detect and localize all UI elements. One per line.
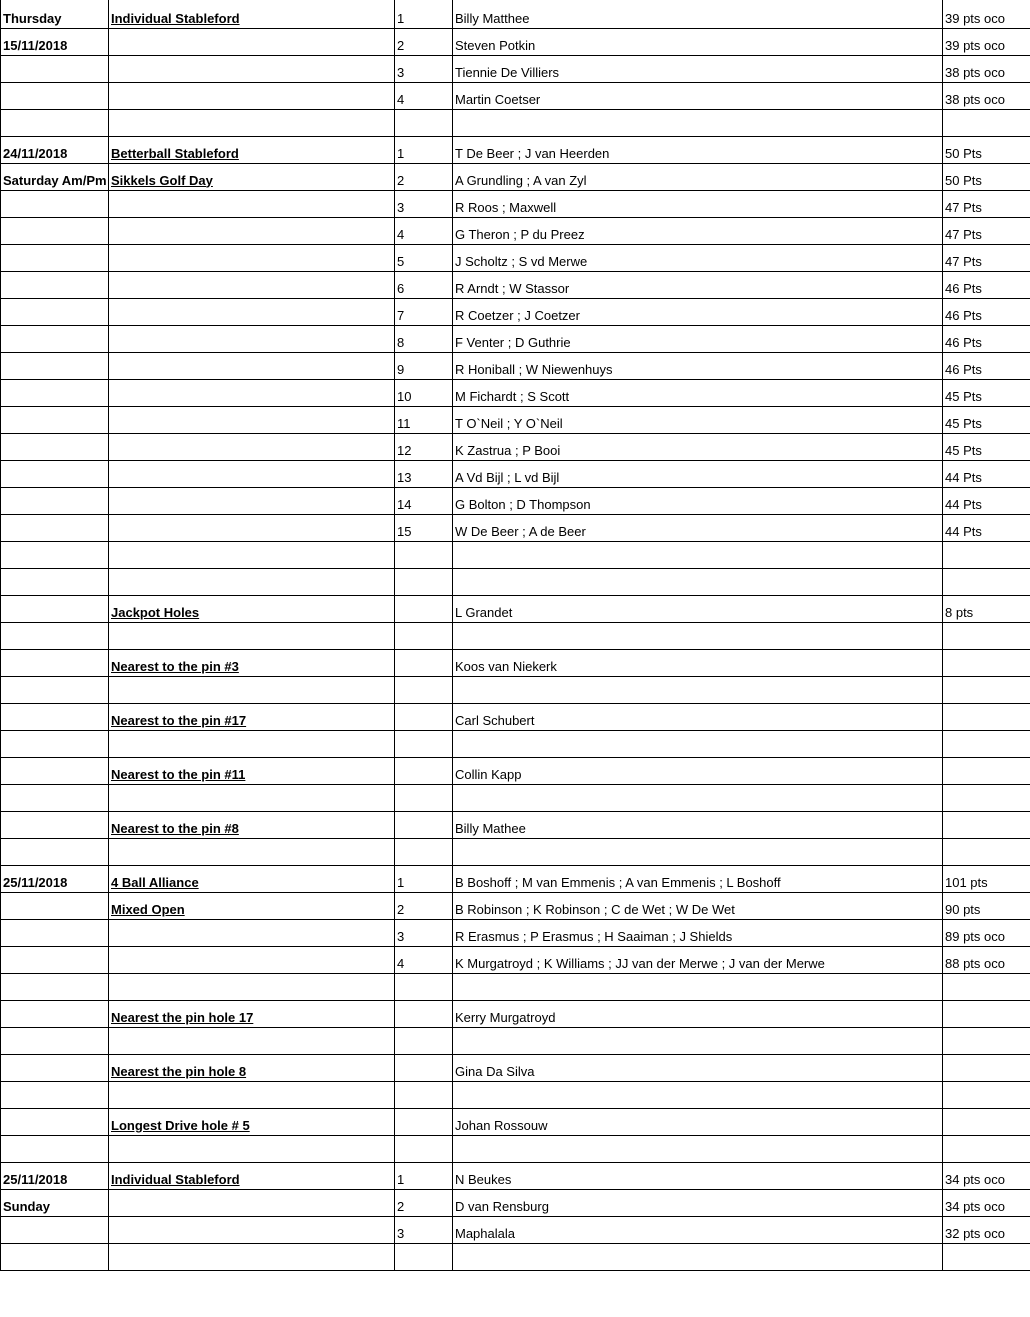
position-cell: 6 [395, 271, 453, 298]
score-cell: 45 Pts [943, 379, 1030, 406]
score-cell [943, 1135, 1030, 1162]
position-cell [395, 730, 453, 757]
score-cell [943, 811, 1030, 838]
event-cell: Nearest the pin hole 8 [109, 1054, 395, 1081]
players-cell [453, 1027, 943, 1054]
score-cell [943, 730, 1030, 757]
table-row [1, 379, 1030, 406]
players-cell: R Coetzer ; J Coetzer [453, 298, 943, 325]
table-row [1, 487, 1030, 514]
score-cell: 50 Pts [943, 163, 1030, 190]
score-cell [943, 784, 1030, 811]
players-cell: A Grundling ; A van Zyl [453, 163, 943, 190]
table-row [1, 109, 1030, 136]
table-row [1, 1135, 1030, 1162]
players-cell: Billy Mathee [453, 811, 943, 838]
position-cell: 11 [395, 406, 453, 433]
table-row [1, 406, 1030, 433]
table-row [1, 55, 1030, 82]
score-cell: 47 Pts [943, 190, 1030, 217]
table-row [1, 1054, 1030, 1081]
position-cell: 13 [395, 460, 453, 487]
event-cell [109, 460, 395, 487]
players-cell: L Grandet [453, 595, 943, 622]
score-cell: 88 pts oco [943, 946, 1030, 973]
position-cell: 1 [395, 865, 453, 892]
players-cell [453, 1243, 943, 1270]
date-cell [1, 649, 109, 676]
position-cell: 2 [395, 163, 453, 190]
score-cell [943, 1081, 1030, 1108]
event-cell [109, 838, 395, 865]
table-row [1, 973, 1030, 1000]
players-cell [453, 568, 943, 595]
date-cell: 24/11/2018 [1, 136, 109, 163]
position-cell: 4 [395, 946, 453, 973]
event-cell [109, 352, 395, 379]
players-cell: T De Beer ; J van Heerden [453, 136, 943, 163]
players-cell: G Theron ; P du Preez [453, 217, 943, 244]
score-cell [943, 1108, 1030, 1135]
table-row [1, 892, 1030, 919]
date-cell: 25/11/2018 [1, 1162, 109, 1189]
table-row [1, 352, 1030, 379]
position-cell [395, 838, 453, 865]
position-cell [395, 568, 453, 595]
table-row [1, 649, 1030, 676]
event-cell [109, 1135, 395, 1162]
date-cell [1, 622, 109, 649]
table-row [1, 595, 1030, 622]
players-cell [453, 676, 943, 703]
position-cell [395, 622, 453, 649]
date-cell [1, 757, 109, 784]
date-cell: 15/11/2018 [1, 28, 109, 55]
event-cell [109, 433, 395, 460]
event-cell [109, 298, 395, 325]
event-cell [109, 946, 395, 973]
position-cell: 8 [395, 325, 453, 352]
score-cell: 46 Pts [943, 271, 1030, 298]
date-cell [1, 82, 109, 109]
table-row [1, 1081, 1030, 1108]
score-cell: 38 pts oco [943, 82, 1030, 109]
table-row [1, 946, 1030, 973]
position-cell [395, 676, 453, 703]
players-cell: Collin Kapp [453, 757, 943, 784]
players-cell: Steven Potkin [453, 28, 943, 55]
event-cell [109, 271, 395, 298]
event-cell [109, 784, 395, 811]
event-cell: Nearest to the pin #17 [109, 703, 395, 730]
players-cell [453, 622, 943, 649]
table-row [1, 622, 1030, 649]
score-cell: 34 pts oco [943, 1162, 1030, 1189]
date-cell [1, 1027, 109, 1054]
event-cell [109, 487, 395, 514]
table-row [1, 730, 1030, 757]
score-cell [943, 109, 1030, 136]
position-cell: 2 [395, 1189, 453, 1216]
table-row [1, 136, 1030, 163]
score-cell [943, 1054, 1030, 1081]
position-cell: 10 [395, 379, 453, 406]
date-cell [1, 541, 109, 568]
event-cell: Sikkels Golf Day [109, 163, 395, 190]
date-cell [1, 406, 109, 433]
score-cell: 89 pts oco [943, 919, 1030, 946]
date-cell [1, 892, 109, 919]
players-cell: N Beukes [453, 1162, 943, 1189]
score-cell: 46 Pts [943, 325, 1030, 352]
table-row [1, 1108, 1030, 1135]
score-cell [943, 973, 1030, 1000]
players-cell: R Honiball ; W Niewenhuys [453, 352, 943, 379]
score-cell: 101 pts [943, 865, 1030, 892]
score-cell [943, 622, 1030, 649]
date-cell [1, 838, 109, 865]
players-cell: K Zastrua ; P Booi [453, 433, 943, 460]
players-cell: R Roos ; Maxwell [453, 190, 943, 217]
table-row [1, 163, 1030, 190]
players-cell [453, 1081, 943, 1108]
date-cell [1, 379, 109, 406]
position-cell [395, 1135, 453, 1162]
players-cell: A Vd Bijl ; L vd Bijl [453, 460, 943, 487]
position-cell [395, 703, 453, 730]
date-cell [1, 1243, 109, 1270]
players-cell [453, 973, 943, 1000]
date-cell [1, 271, 109, 298]
players-cell [453, 1135, 943, 1162]
score-cell: 8 pts [943, 595, 1030, 622]
event-cell [109, 379, 395, 406]
date-cell [1, 730, 109, 757]
event-cell [109, 1243, 395, 1270]
position-cell: 12 [395, 433, 453, 460]
position-cell: 3 [395, 55, 453, 82]
score-cell: 32 pts oco [943, 1216, 1030, 1243]
date-cell [1, 784, 109, 811]
score-cell: 44 Pts [943, 460, 1030, 487]
position-cell: 4 [395, 217, 453, 244]
score-cell: 46 Pts [943, 352, 1030, 379]
event-cell [109, 325, 395, 352]
event-cell [109, 622, 395, 649]
score-cell [943, 1027, 1030, 1054]
event-cell [109, 730, 395, 757]
position-cell: 1 [395, 136, 453, 163]
position-cell: 1 [395, 1162, 453, 1189]
event-cell [109, 541, 395, 568]
players-cell: W De Beer ; A de Beer [453, 514, 943, 541]
event-cell [109, 55, 395, 82]
date-cell [1, 703, 109, 730]
table-row [1, 865, 1030, 892]
table-row [1, 271, 1030, 298]
score-cell: 45 Pts [943, 406, 1030, 433]
results-sheet-body [1, 0, 1030, 1270]
position-cell: 3 [395, 190, 453, 217]
event-cell [109, 406, 395, 433]
table-row [1, 1216, 1030, 1243]
date-cell [1, 487, 109, 514]
date-cell [1, 1216, 109, 1243]
score-cell: 47 Pts [943, 217, 1030, 244]
date-cell: Saturday Am/Pm [1, 163, 109, 190]
event-cell [109, 190, 395, 217]
players-cell: Johan Rossouw [453, 1108, 943, 1135]
position-cell [395, 1054, 453, 1081]
table-row [1, 514, 1030, 541]
players-cell: Martin Coetser [453, 82, 943, 109]
event-cell [109, 1189, 395, 1216]
players-cell: R Erasmus ; P Erasmus ; H Saaiman ; J Shields [453, 919, 943, 946]
score-cell: 34 pts oco [943, 1189, 1030, 1216]
position-cell: 14 [395, 487, 453, 514]
date-cell [1, 568, 109, 595]
event-cell [109, 973, 395, 1000]
date-cell [1, 325, 109, 352]
players-cell: M Fichardt ; S Scott [453, 379, 943, 406]
date-cell [1, 1081, 109, 1108]
position-cell: 9 [395, 352, 453, 379]
position-cell [395, 784, 453, 811]
event-cell: Individual Stableford [109, 0, 395, 28]
position-cell [395, 541, 453, 568]
event-cell [109, 514, 395, 541]
event-cell: Jackpot Holes [109, 595, 395, 622]
event-cell [109, 1216, 395, 1243]
players-cell: B Boshoff ; M van Emmenis ; A van Emmenis ; L Boshoff [453, 865, 943, 892]
position-cell: 2 [395, 892, 453, 919]
date-cell [1, 460, 109, 487]
table-row [1, 244, 1030, 271]
score-cell: 39 pts oco [943, 0, 1030, 28]
players-cell: B Robinson ; K Robinson ; C de Wet ; W De Wet [453, 892, 943, 919]
date-cell [1, 433, 109, 460]
score-cell [943, 1243, 1030, 1270]
date-cell [1, 55, 109, 82]
score-cell [943, 541, 1030, 568]
event-cell [109, 676, 395, 703]
players-cell: T O`Neil ; Y O`Neil [453, 406, 943, 433]
date-cell [1, 676, 109, 703]
score-cell [943, 838, 1030, 865]
position-cell [395, 649, 453, 676]
position-cell [395, 1081, 453, 1108]
players-cell: G Bolton ; D Thompson [453, 487, 943, 514]
date-cell [1, 217, 109, 244]
table-row [1, 703, 1030, 730]
table-row [1, 784, 1030, 811]
score-cell [943, 649, 1030, 676]
date-cell: Thursday [1, 0, 109, 28]
event-cell [109, 568, 395, 595]
event-cell [109, 109, 395, 136]
date-cell [1, 1000, 109, 1027]
score-cell: 44 Pts [943, 487, 1030, 514]
score-cell [943, 676, 1030, 703]
players-cell: Carl Schubert [453, 703, 943, 730]
event-cell: Nearest to the pin #3 [109, 649, 395, 676]
table-row [1, 1000, 1030, 1027]
event-cell: Longest Drive hole # 5 [109, 1108, 395, 1135]
date-cell [1, 811, 109, 838]
table-row [1, 1162, 1030, 1189]
table-row [1, 190, 1030, 217]
table-row [1, 28, 1030, 55]
position-cell [395, 1027, 453, 1054]
position-cell: 15 [395, 514, 453, 541]
table-row [1, 1243, 1030, 1270]
players-cell [453, 541, 943, 568]
event-cell [109, 919, 395, 946]
date-cell [1, 595, 109, 622]
position-cell: 3 [395, 1216, 453, 1243]
players-cell [453, 730, 943, 757]
score-cell: 46 Pts [943, 298, 1030, 325]
table-row [1, 0, 1030, 28]
players-cell: F Venter ; D Guthrie [453, 325, 943, 352]
table-row [1, 541, 1030, 568]
position-cell: 7 [395, 298, 453, 325]
position-cell: 2 [395, 28, 453, 55]
score-cell: 90 pts [943, 892, 1030, 919]
players-cell: J Scholtz ; S vd Merwe [453, 244, 943, 271]
players-cell: Gina Da Silva [453, 1054, 943, 1081]
date-cell [1, 244, 109, 271]
players-cell: R Arndt ; W Stassor [453, 271, 943, 298]
score-cell [943, 568, 1030, 595]
players-cell [453, 838, 943, 865]
date-cell: 25/11/2018 [1, 865, 109, 892]
position-cell: 5 [395, 244, 453, 271]
score-cell: 44 Pts [943, 514, 1030, 541]
players-cell: Maphalala [453, 1216, 943, 1243]
date-cell [1, 946, 109, 973]
date-cell [1, 1054, 109, 1081]
date-cell [1, 190, 109, 217]
score-cell [943, 1000, 1030, 1027]
table-row [1, 298, 1030, 325]
event-cell [109, 1027, 395, 1054]
table-row [1, 676, 1030, 703]
score-cell: 39 pts oco [943, 28, 1030, 55]
table-row [1, 1189, 1030, 1216]
event-cell: Nearest the pin hole 17 [109, 1000, 395, 1027]
event-cell [109, 28, 395, 55]
date-cell [1, 109, 109, 136]
table-row [1, 1027, 1030, 1054]
date-cell [1, 1135, 109, 1162]
players-cell: Kerry Murgatroyd [453, 1000, 943, 1027]
date-cell [1, 514, 109, 541]
score-cell: 50 Pts [943, 136, 1030, 163]
event-cell: Nearest to the pin #8 [109, 811, 395, 838]
date-cell [1, 973, 109, 1000]
event-cell: Nearest to the pin #11 [109, 757, 395, 784]
date-cell [1, 919, 109, 946]
position-cell: 4 [395, 82, 453, 109]
table-row [1, 919, 1030, 946]
table-row [1, 325, 1030, 352]
score-cell [943, 757, 1030, 784]
position-cell: 1 [395, 0, 453, 28]
event-cell: Betterball Stableford [109, 136, 395, 163]
position-cell [395, 973, 453, 1000]
position-cell [395, 811, 453, 838]
players-cell [453, 109, 943, 136]
table-row [1, 460, 1030, 487]
date-cell [1, 1108, 109, 1135]
event-cell [109, 244, 395, 271]
players-cell: D van Rensburg [453, 1189, 943, 1216]
table-row [1, 757, 1030, 784]
players-cell: Billy Matthee [453, 0, 943, 28]
date-cell: Sunday [1, 1189, 109, 1216]
players-cell: Tiennie De Villiers [453, 55, 943, 82]
players-cell: Koos van Niekerk [453, 649, 943, 676]
position-cell: 3 [395, 919, 453, 946]
score-cell: 45 Pts [943, 433, 1030, 460]
table-row [1, 217, 1030, 244]
table-row [1, 838, 1030, 865]
table-row [1, 811, 1030, 838]
event-cell: 4 Ball Alliance [109, 865, 395, 892]
event-cell: Individual Stableford [109, 1162, 395, 1189]
table-row [1, 568, 1030, 595]
score-cell: 47 Pts [943, 244, 1030, 271]
position-cell [395, 1243, 453, 1270]
score-cell [943, 703, 1030, 730]
score-cell: 38 pts oco [943, 55, 1030, 82]
table-row [1, 82, 1030, 109]
players-cell: K Murgatroyd ; K Williams ; JJ van der Merwe ; J van der Merwe [453, 946, 943, 973]
event-cell [109, 217, 395, 244]
position-cell [395, 1108, 453, 1135]
position-cell [395, 595, 453, 622]
table-row [1, 433, 1030, 460]
event-cell: Mixed Open [109, 892, 395, 919]
position-cell [395, 757, 453, 784]
position-cell [395, 109, 453, 136]
position-cell [395, 1000, 453, 1027]
event-cell [109, 1081, 395, 1108]
date-cell [1, 352, 109, 379]
date-cell [1, 298, 109, 325]
players-cell [453, 784, 943, 811]
event-cell [109, 82, 395, 109]
